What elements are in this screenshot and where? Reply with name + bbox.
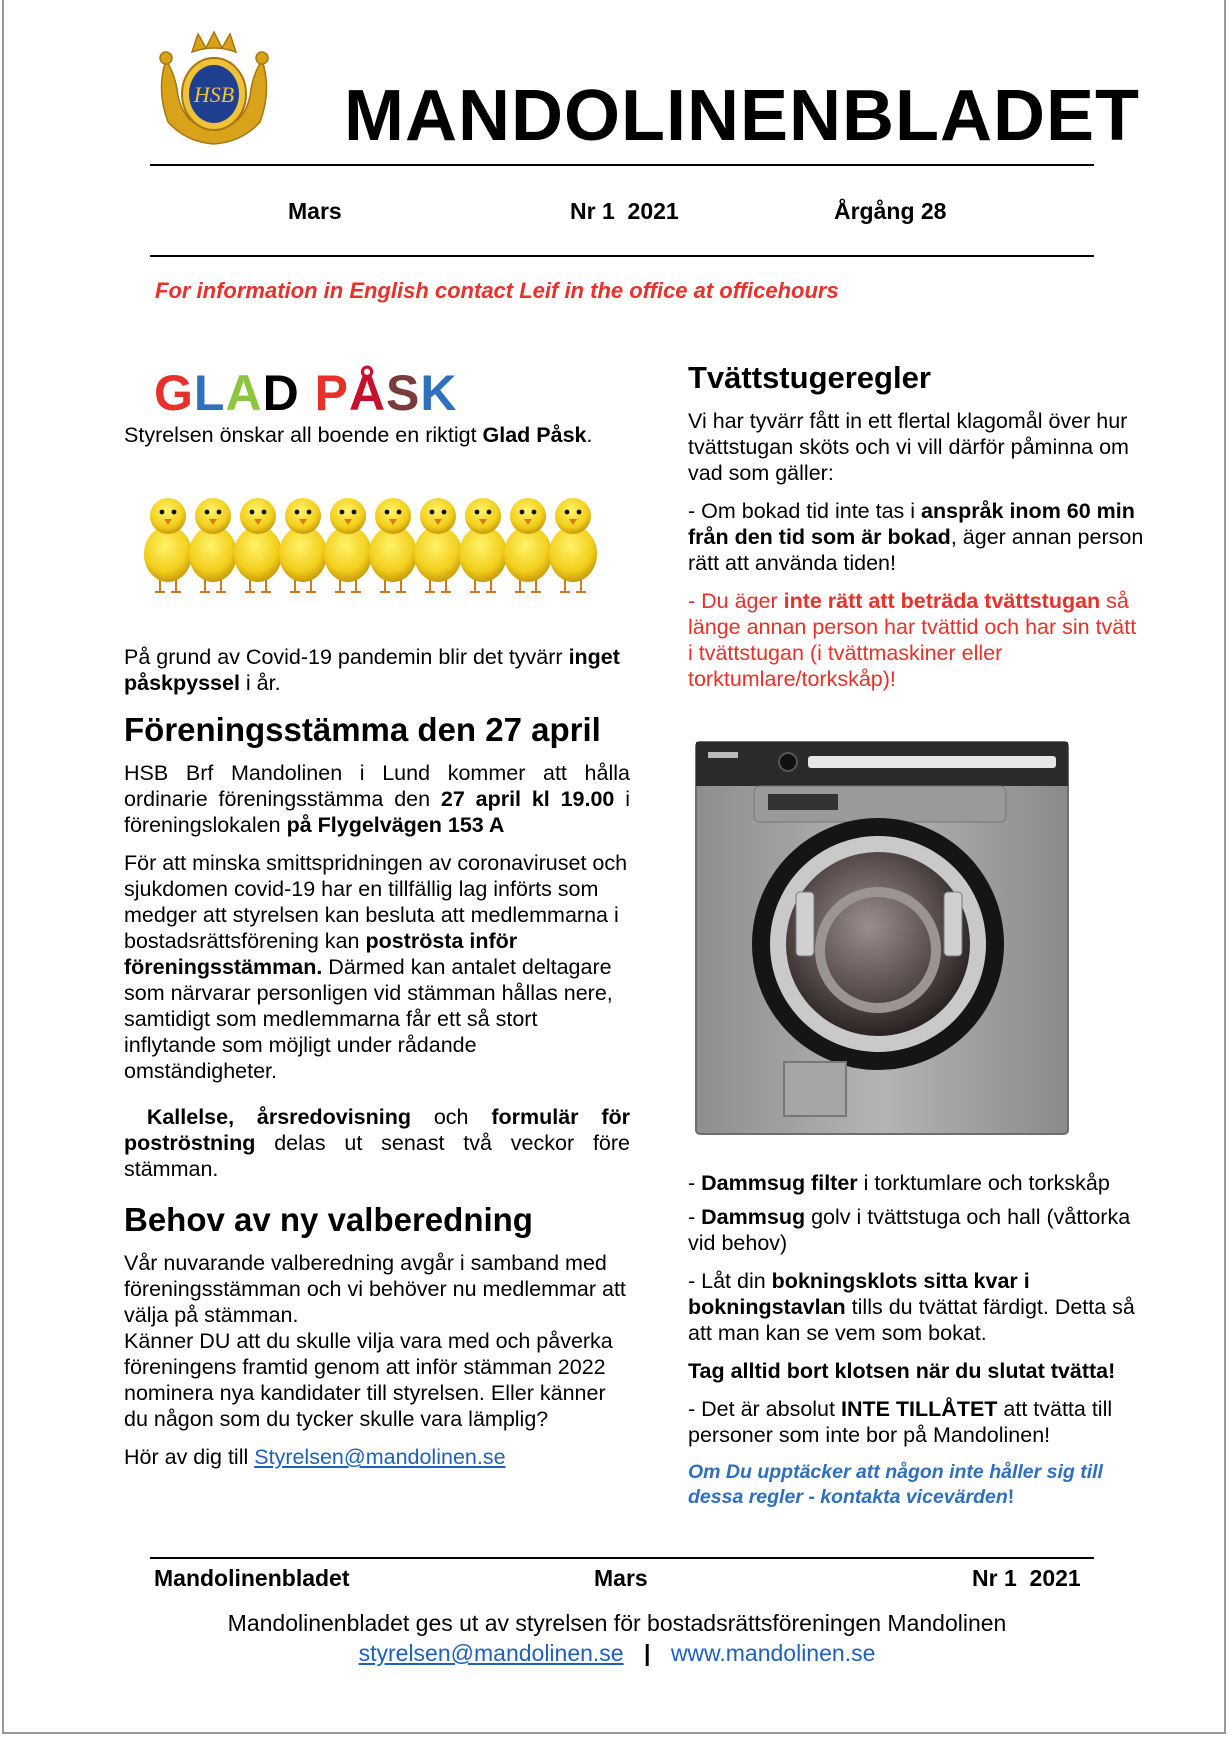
chick-icon <box>504 498 552 592</box>
meeting-paragraph-1: HSB Brf Mandolinen i Lund kommer att hålla ordinarie föreningsstämma den 27 april kl 19.00 i föreningslokalen på Flygelvägen 153 A <box>124 761 630 837</box>
glad-pask-letter: L <box>193 365 226 421</box>
chick-icon <box>414 498 462 592</box>
chick-icon <box>279 498 327 592</box>
laundry-rule-1: - Om bokad tid inte tas i anspråk inom 60 min från den tid som är bokad, äger annan person rätt att använda tiden! <box>688 499 1144 575</box>
laundry-intro: Vi har tyvärr fått in ett flertal klagomål över hur tvättstugan sköts och vi vill därför påminna om vad som gäller: <box>688 409 1129 485</box>
footer-number: Nr 1 2021 <box>972 1565 1081 1591</box>
laundry-rule-4: - Dammsug golv i tvättstuga och hall (våttorka vid behov) <box>688 1205 1131 1255</box>
glad-pask-letter: A <box>225 365 263 421</box>
footer-name: Mandolinenbladet <box>154 1565 350 1591</box>
left-column <box>124 360 630 1482</box>
issue-divider <box>150 255 1094 257</box>
newsletter-page <box>2 0 1226 1734</box>
covid-notice: På grund av Covid-19 pandemin blir det tyvärr inget påskpyssel i år. <box>124 645 620 695</box>
chick-icon <box>144 498 192 592</box>
glad-pask-letter: Å <box>348 365 387 421</box>
chick-icon <box>234 498 282 592</box>
chick-icon <box>459 498 507 592</box>
easter-greeting: Styrelsen önskar all boende en riktigt Glad Påsk. <box>124 423 593 447</box>
washing-machine-image <box>692 738 1072 1138</box>
right-column <box>688 360 1144 1522</box>
nomination-heading: Behov av ny valberedning <box>124 1201 533 1238</box>
laundry-warning: Om Du upptäcker att någon inte håller sig till dessa regler - kontakta vicevärden! <box>688 1461 1103 1508</box>
chick-icon <box>324 498 372 592</box>
easter-chicks-image <box>142 488 602 596</box>
footer-links <box>4 1638 1230 1668</box>
logo-text: HSB <box>193 82 235 107</box>
hsb-logo <box>152 30 276 148</box>
laundry-rule-6: Tag alltid bort klotsen när du slutat tvätta! <box>688 1359 1116 1383</box>
meeting-paragraph-2: För att minska smittspridningen av coronaviruset och sjukdomen covid-19 har en tillfällig lag införts som medger att styrelsen kan besluta att medlemmarna i bostadsrättsförening kan poströsta inför föreningsstämman. Därmed kan antalet deltagare som närvarar personligen vid stämman hållas nere, samtidigt som medlemmarna får ett så stort inflytande som möjligt under rådande omständigheter. <box>124 851 628 1083</box>
glad-pask-letter: G <box>154 365 194 421</box>
footer-divider <box>150 1557 1094 1559</box>
footer-website-link[interactable]: www.mandolinen.se <box>670 1640 876 1666</box>
english-info: For information in English contact Leif in the office at officehours <box>155 278 839 303</box>
chick-icon <box>549 498 597 592</box>
footer-month: Mars <box>594 1565 648 1591</box>
laundry-rule-7: - Det är absolut INTE TILLÅTET att tvätta till personer som inte bor på Mandolinen! <box>688 1397 1113 1447</box>
laundry-rule-2: - Du äger inte rätt att beträda tvättstugan så länge annan person har tvättid och har sin tvätt i tvättstugan (i tvättmaskiner eller torktumlare/torkskåp)! <box>688 589 1137 691</box>
laundry-heading: Tvättstugeregler <box>688 360 931 395</box>
issue-month: Mars <box>288 198 342 224</box>
meeting-paragraph-3: Kallelse, årsredovisning och formulär för poströstning delas ut senast två veckor före stämman. <box>124 1105 630 1181</box>
meeting-heading: Föreningsstämma den 27 april <box>124 711 601 748</box>
nomination-contact: Hör av dig till Styrelsen@mandolinen.se <box>124 1445 506 1469</box>
issue-number: Nr 1 2021 <box>570 198 679 224</box>
glad-pask-letter <box>300 365 315 421</box>
footer-separator: | <box>643 1640 651 1666</box>
chick-icon <box>369 498 417 592</box>
glad-pask-letter: K <box>420 365 458 421</box>
glad-pask-letter: D <box>262 365 300 421</box>
issue-volume: Årgång 28 <box>834 198 947 224</box>
laundry-rule-5: - Låt din bokningsklots sitta kvar i bokningstavlan tills du tvättat färdigt. Detta så att man kan se vem som bokat. <box>688 1269 1135 1345</box>
laundry-rule-3: - Dammsug filter i torktumlare och torkskåp <box>688 1171 1110 1195</box>
glad-pask-letter: S <box>386 365 421 421</box>
glad-pask-heading <box>154 365 630 421</box>
nomination-paragraph-1: Vår nuvarande valberedning avgår i samband med föreningsstämman och vi behöver nu medlemmar att välja på stämman. <box>124 1251 626 1327</box>
title-divider <box>150 164 1094 166</box>
footer-email-link[interactable]: styrelsen@mandolinen.se <box>358 1640 624 1666</box>
newsletter-title: MANDOLINENBLADET <box>344 76 1140 156</box>
nomination-paragraph-2: Känner DU att du skulle vilja vara med och påverka föreningens framtid genom att inför stämman 2022 nominera nya kandidater till styrelsen. Eller känner du någon som du tycker skulle vara lämplig? <box>124 1329 613 1431</box>
footer-publisher: Mandolinenbladet ges ut av styrelsen för bostadsrättsföreningen Mandolinen <box>227 1610 1007 1636</box>
board-email-link[interactable]: Styrelsen@mandolinen.se <box>254 1445 506 1469</box>
glad-pask-letter: P <box>314 365 349 421</box>
chick-icon <box>189 498 237 592</box>
